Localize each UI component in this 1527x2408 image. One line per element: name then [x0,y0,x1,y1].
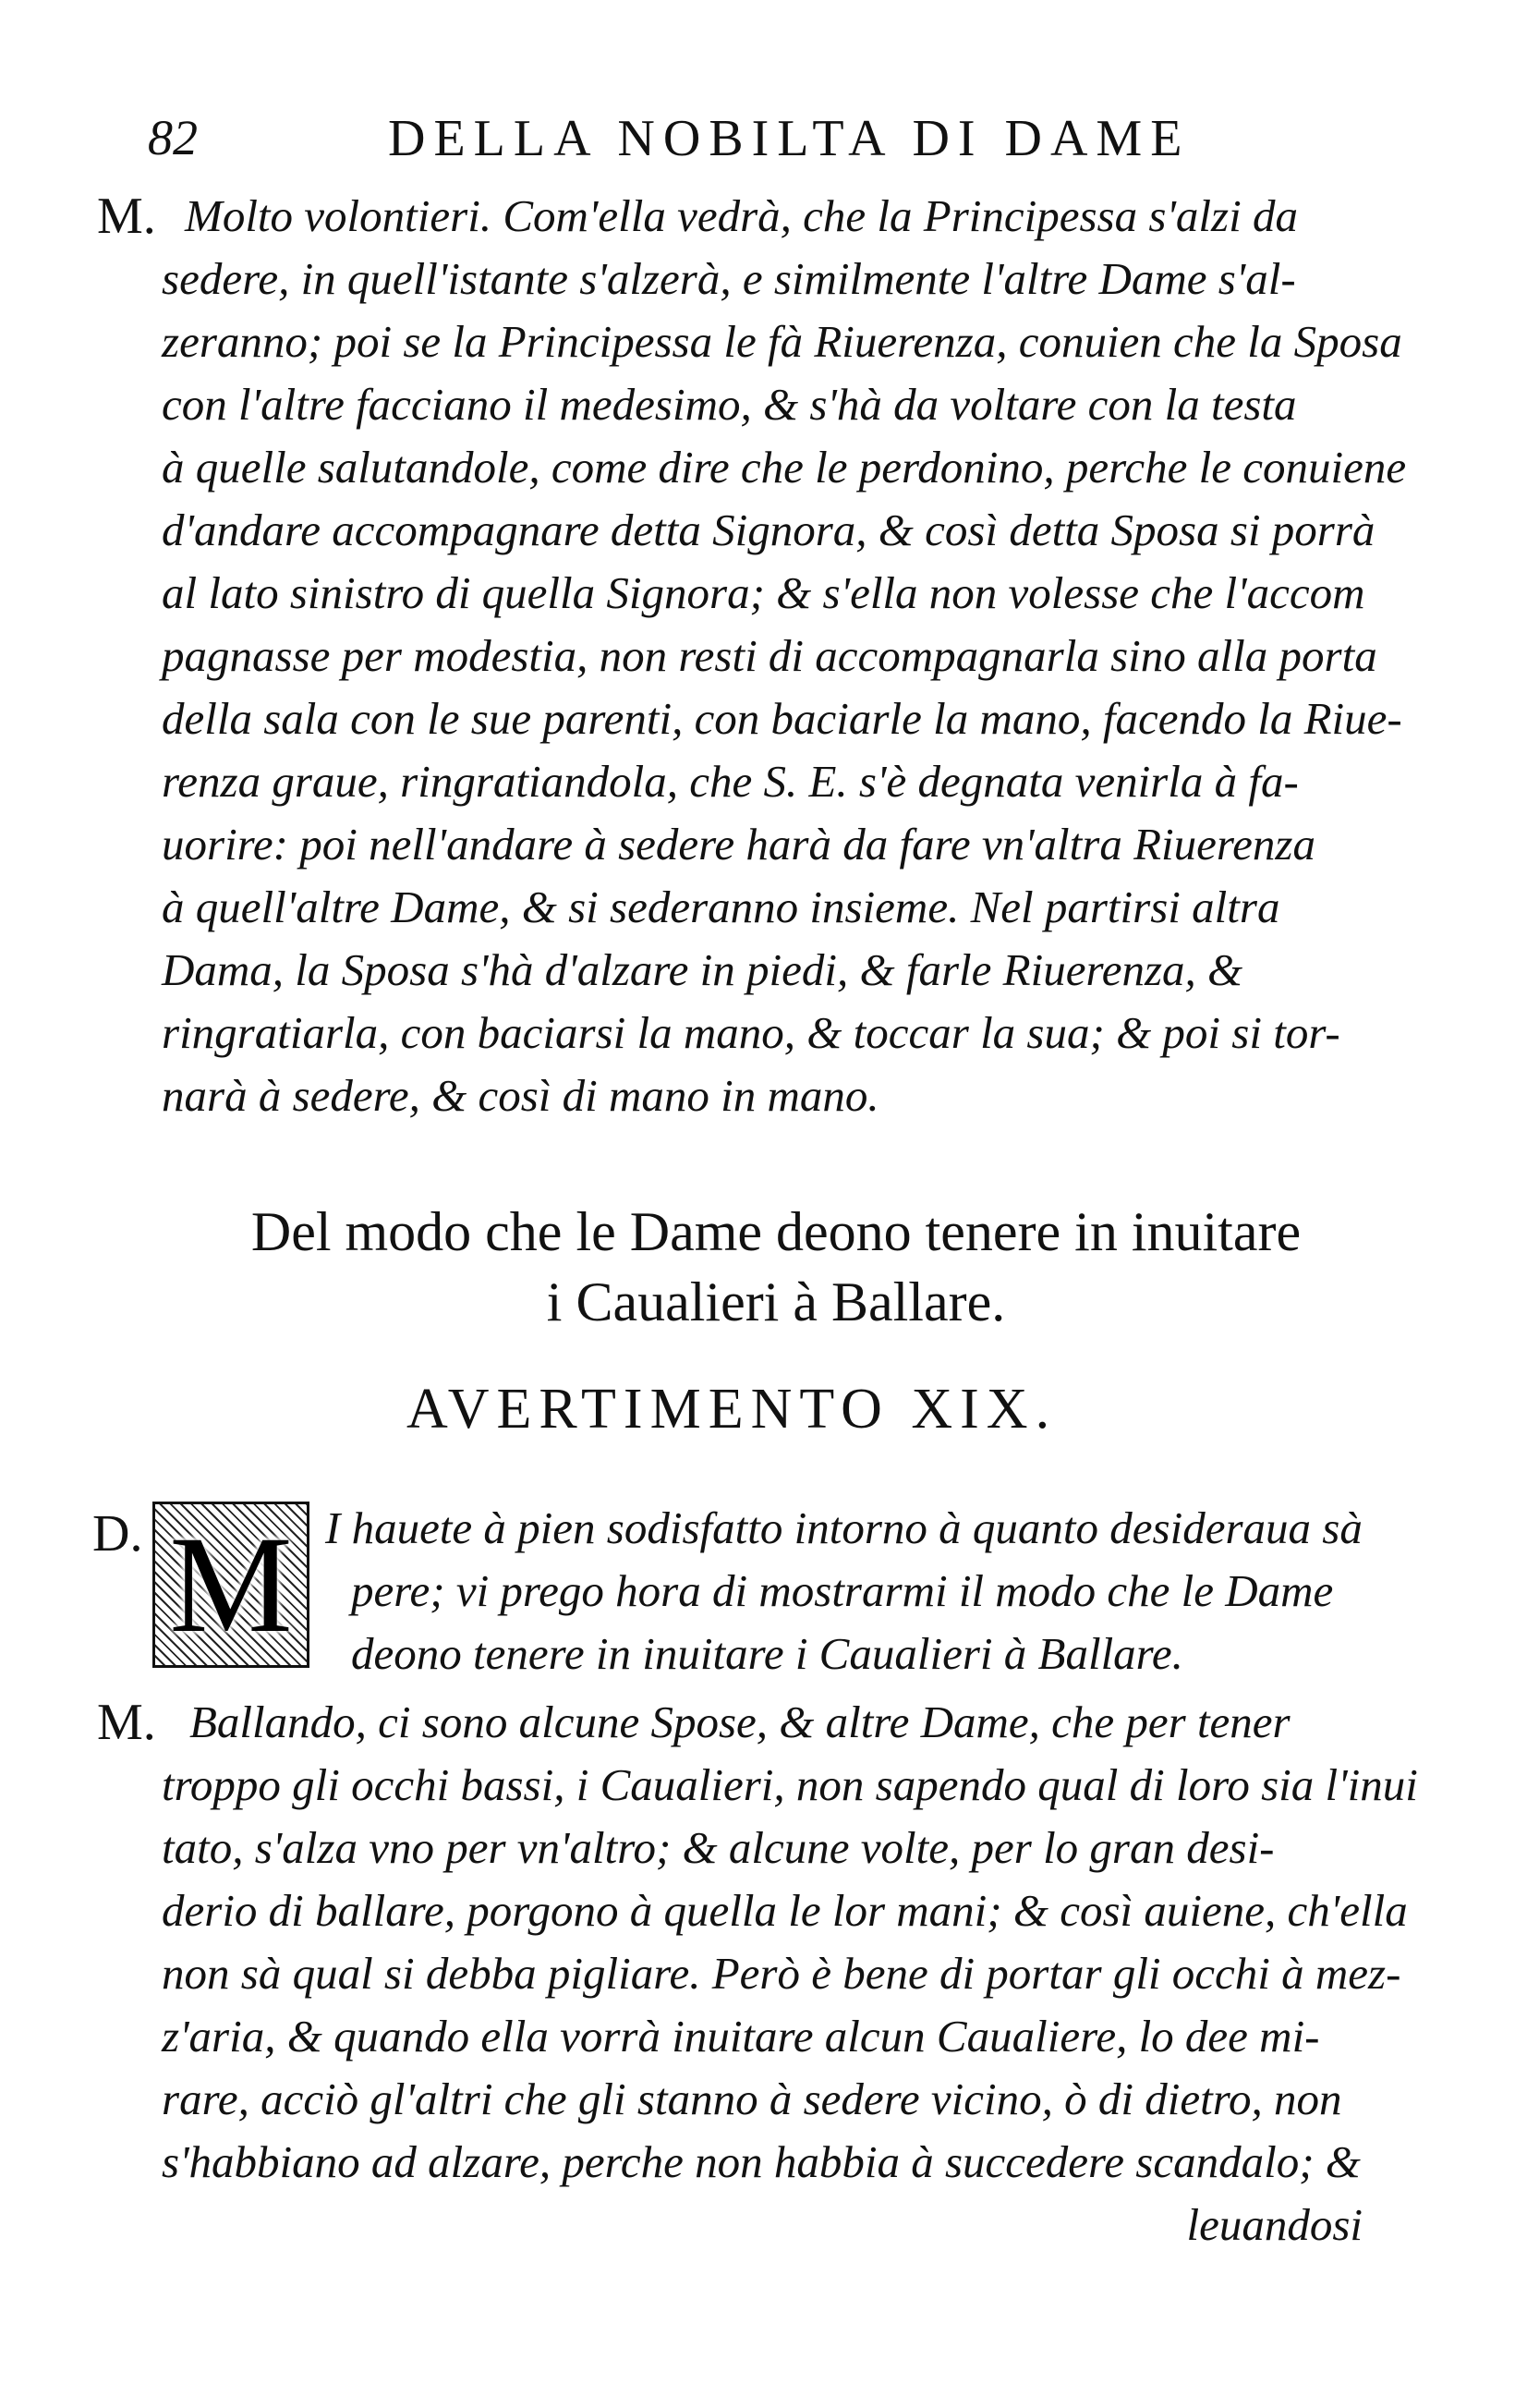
passage-line-text: s'habbiano ad alzare, perche non habbia à succedere scandalo; & [162,2136,1361,2187]
passage-line [97,1817,1418,1879]
passage-line-text: Molto volontieri. Com'ella vedrà, che la Principessa s'alzi da [185,190,1298,241]
passage-line-text: troppo gli occhi bassi, i Caualieri, non sapendo qual di loro sia l'inui [162,1759,1418,1810]
passage-line [97,499,1418,562]
running-head: DELLA NOBILTA DI DAME [388,110,1191,167]
speaker-label: M. [97,188,156,245]
passage-line-text: con l'altre facciano il medesimo, & s'hà da voltare con la testa [162,379,1297,430]
passage-line-text: tato, s'alza vno per vn'altro; & alcune volte, per lo gran desi- [162,1822,1275,1873]
passage-line [97,1064,1418,1127]
passage-line-text: uorire: poi nell'andare à sedere harà da fare vn'altra Riuerenza [162,819,1315,870]
passage-line-text: Dama, la Sposa s'hà d'alzare in piedi, & farle Riuerenza, & [162,944,1243,995]
passage-line-text: ringratiarla, con baciarsi la mano, & toccar la sua; & poi si tor- [162,1007,1340,1058]
passage-line [97,625,1418,687]
first-passage [97,185,1418,1127]
passage-line-text: renza graue, ringratiandola, che S. E. s'è degnata venirla à fa- [162,756,1299,807]
passage-line-text: d'andare accompagnare detta Signora, & così detta Sposa si porrà [162,505,1376,555]
passage-line [97,373,1418,436]
passage-line-text: I hauete à pien sodisfatto intorno à quanto desideraua sà [325,1502,1363,1553]
passage-line-text: non sà qual si debba pigliare. Però è bene di portar gli occhi à mez- [162,1948,1401,1999]
passage-line-text: narà à sedere, & così di mano in mano. [162,1070,879,1121]
passage-line [97,562,1418,625]
page-header [148,109,1441,183]
second-passage [97,1691,1418,2256]
speaker-label: D. [92,1505,143,1563]
chapter-heading: AVERTIMENTO XIX. [406,1378,1058,1441]
passage-line [97,1942,1418,2005]
passage-line-text: pere; vi prego hora di mostrarmi il modo che le Dame [351,1565,1334,1616]
passage-line [97,876,1418,939]
passage-line-text: à quelle salutandole, come dire che le perdonino, perche le conuiene [162,442,1407,493]
passage-line-text: sedere, in quell'istante s'alzerà, e similmente l'altre Dame s'al- [162,253,1296,304]
catchword: leuandosi [1186,2199,1363,2250]
passage-line [97,185,1418,248]
passage-line-text: à quell'altre Dame, & si sederanno insieme. Nel partirsi altra [162,882,1280,932]
passage-line [97,1002,1418,1064]
passage-line-text: z'aria, & quando ella vorrà inuitare alcun Caualiere, lo dee mi- [162,2011,1320,2061]
passage-line-text: Ballando, ci sono alcune Spose, & altre Dame, che per tener [189,1697,1291,1747]
passage-line-text: derio di ballare, porgono à quella le lor mani; & così auiene, ch'ella [162,1885,1408,1936]
page-number: 82 [148,110,198,165]
passage-line [97,310,1418,373]
passage-line [97,813,1418,876]
drop-cap-letter: M [169,1508,293,1661]
passage-line-text: della sala con le sue parenti, con baciarle la mano, facendo la Riue- [162,693,1402,744]
passage-line [97,687,1418,750]
passage-line [97,436,1418,499]
passage-line-text: pagnasse per modestia, non resti di accompagnarla sino alla porta [162,630,1377,681]
passage-line [97,1879,1418,1942]
passage-line [97,1691,1418,1754]
passage-line-text: zeranno; poi se la Principessa le fà Riuerenza, conuien che la Sposa [162,316,1402,367]
section-title-line: Del modo che le Dame deono tenere in inuitare [250,1201,1302,1262]
passage-line [97,2068,1418,2131]
passage-line [97,1754,1418,1817]
passage-line-text: al lato sinistro di quella Signora; & s'ella non volesse che l'accom [162,567,1365,618]
section-title-line: i Caualieri à Ballare. [546,1271,1006,1332]
speaker-label: M. [97,1694,156,1751]
passage-line-text: rare, acciò gl'altri che gli stanno à sedere vicino, ò di dietro, non [162,2074,1342,2124]
passage-line [97,2005,1418,2068]
passage-line-text: deono tenere in inuitare i Caualieri à Ballare. [351,1628,1183,1679]
passage-line [97,248,1418,310]
section-title [185,1197,1367,1337]
passage-line [97,2131,1418,2194]
catchword-line [97,2194,1418,2256]
drop-cap-initial [152,1502,309,1668]
passage-line [97,750,1418,813]
passage-line [97,939,1418,1002]
